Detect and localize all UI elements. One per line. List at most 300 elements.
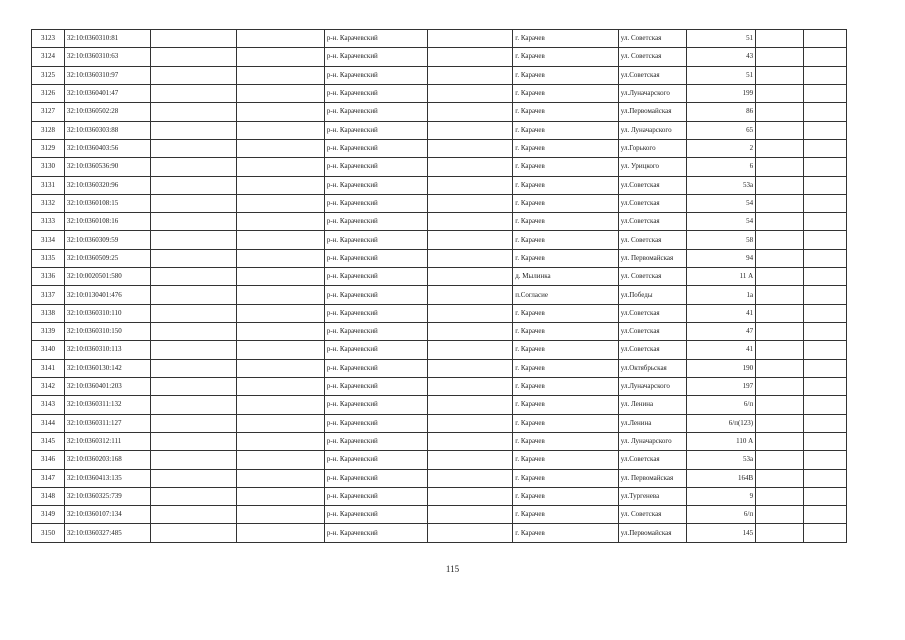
empty-cell bbox=[756, 231, 804, 249]
empty-cell bbox=[151, 176, 237, 194]
street: ул. Луначарского bbox=[618, 121, 686, 139]
empty-cell bbox=[428, 341, 513, 359]
cadastral-number: 32:10:0360108:15 bbox=[64, 194, 150, 212]
table-row bbox=[32, 487, 847, 505]
empty-cell bbox=[237, 323, 324, 341]
empty-cell bbox=[428, 432, 513, 450]
row-number: 3127 bbox=[32, 103, 65, 121]
empty-cell bbox=[803, 469, 846, 487]
empty-cell bbox=[151, 231, 237, 249]
house-number: 41 bbox=[686, 304, 755, 322]
empty-cell bbox=[428, 396, 513, 414]
city: г. Карачев bbox=[513, 469, 619, 487]
empty-cell bbox=[237, 66, 324, 84]
house-number: 51 bbox=[686, 30, 755, 48]
cadastral-number: 32:10:0360509:25 bbox=[64, 249, 150, 267]
cadastral-number: 32:10:0360310:81 bbox=[64, 30, 150, 48]
district: р-н. Карачевский bbox=[324, 66, 427, 84]
city: п.Согласие bbox=[513, 286, 619, 304]
empty-cell bbox=[756, 158, 804, 176]
empty-cell bbox=[428, 231, 513, 249]
district: р-н. Карачевский bbox=[324, 48, 427, 66]
district: р-н. Карачевский bbox=[324, 432, 427, 450]
empty-cell bbox=[151, 396, 237, 414]
empty-cell bbox=[428, 48, 513, 66]
city: г. Карачев bbox=[513, 506, 619, 524]
district: р-н. Карачевский bbox=[324, 286, 427, 304]
street: ул.Луначарского bbox=[618, 377, 686, 395]
empty-cell bbox=[151, 469, 237, 487]
cadastral-number: 32:10:0360309:59 bbox=[64, 231, 150, 249]
district: р-н. Карачевский bbox=[324, 121, 427, 139]
street: ул.Тургенева bbox=[618, 487, 686, 505]
row-number: 3123 bbox=[32, 30, 65, 48]
empty-cell bbox=[428, 103, 513, 121]
empty-cell bbox=[237, 176, 324, 194]
empty-cell bbox=[151, 268, 237, 286]
empty-cell bbox=[803, 286, 846, 304]
empty-cell bbox=[237, 103, 324, 121]
cadastral-number: 32:10:0360536:90 bbox=[64, 158, 150, 176]
row-number: 3149 bbox=[32, 506, 65, 524]
empty-cell bbox=[756, 524, 804, 543]
empty-cell bbox=[237, 213, 324, 231]
table-row bbox=[32, 158, 847, 176]
district: р-н. Карачевский bbox=[324, 469, 427, 487]
city: г. Карачев bbox=[513, 66, 619, 84]
empty-cell bbox=[428, 487, 513, 505]
row-number: 3132 bbox=[32, 194, 65, 212]
cadastral-number: 32:10:0360303:88 bbox=[64, 121, 150, 139]
city: д. Мылинка bbox=[513, 268, 619, 286]
table-row bbox=[32, 213, 847, 231]
city: г. Карачев bbox=[513, 451, 619, 469]
district: р-н. Карачевский bbox=[324, 323, 427, 341]
empty-cell bbox=[803, 341, 846, 359]
district: р-н. Карачевский bbox=[324, 84, 427, 102]
empty-cell bbox=[756, 194, 804, 212]
row-number: 3150 bbox=[32, 524, 65, 543]
empty-cell bbox=[428, 268, 513, 286]
empty-cell bbox=[151, 524, 237, 543]
empty-cell bbox=[151, 451, 237, 469]
row-number: 3133 bbox=[32, 213, 65, 231]
house-number: 1а bbox=[686, 286, 755, 304]
cadastral-number: 32:10:0360312:111 bbox=[64, 432, 150, 450]
empty-cell bbox=[237, 139, 324, 157]
row-number: 3128 bbox=[32, 121, 65, 139]
empty-cell bbox=[803, 524, 846, 543]
house-number: 6 bbox=[686, 158, 755, 176]
table-row bbox=[32, 377, 847, 395]
row-number: 3131 bbox=[32, 176, 65, 194]
row-number: 3135 bbox=[32, 249, 65, 267]
empty-cell bbox=[428, 323, 513, 341]
empty-cell bbox=[237, 268, 324, 286]
city: г. Карачев bbox=[513, 158, 619, 176]
empty-cell bbox=[151, 30, 237, 48]
empty-cell bbox=[756, 451, 804, 469]
table-row bbox=[32, 121, 847, 139]
house-number: 145 bbox=[686, 524, 755, 543]
empty-cell bbox=[237, 377, 324, 395]
cadastral-number: 32:10:0360325:739 bbox=[64, 487, 150, 505]
row-number: 3137 bbox=[32, 286, 65, 304]
empty-cell bbox=[803, 66, 846, 84]
district: р-н. Карачевский bbox=[324, 304, 427, 322]
row-number: 3141 bbox=[32, 359, 65, 377]
house-number: 41 bbox=[686, 341, 755, 359]
house-number: 197 bbox=[686, 377, 755, 395]
table-row bbox=[32, 286, 847, 304]
house-number: 6/п(123) bbox=[686, 414, 755, 432]
street: ул. Ленина bbox=[618, 396, 686, 414]
empty-cell bbox=[151, 84, 237, 102]
table-row bbox=[32, 48, 847, 66]
district: р-н. Карачевский bbox=[324, 231, 427, 249]
table-row bbox=[32, 506, 847, 524]
cadastral-number: 32:10:0360310:97 bbox=[64, 66, 150, 84]
table-row bbox=[32, 304, 847, 322]
row-number: 3138 bbox=[32, 304, 65, 322]
district: р-н. Карачевский bbox=[324, 341, 427, 359]
empty-cell bbox=[428, 506, 513, 524]
table-row bbox=[32, 139, 847, 157]
table-row bbox=[32, 469, 847, 487]
district: р-н. Карачевский bbox=[324, 396, 427, 414]
empty-cell bbox=[237, 396, 324, 414]
empty-cell bbox=[237, 451, 324, 469]
row-number: 3147 bbox=[32, 469, 65, 487]
table-row bbox=[32, 30, 847, 48]
row-number: 3144 bbox=[32, 414, 65, 432]
row-number: 3124 bbox=[32, 48, 65, 66]
empty-cell bbox=[756, 432, 804, 450]
cadastral-number: 32:10:0360413:135 bbox=[64, 469, 150, 487]
table-row bbox=[32, 66, 847, 84]
house-number: 6/п bbox=[686, 396, 755, 414]
city: г. Карачев bbox=[513, 176, 619, 194]
empty-cell bbox=[756, 30, 804, 48]
city: г. Карачев bbox=[513, 213, 619, 231]
street: ул. Первомайская bbox=[618, 469, 686, 487]
cadastral-number: 32:10:0360203:168 bbox=[64, 451, 150, 469]
empty-cell bbox=[237, 506, 324, 524]
city: г. Карачев bbox=[513, 194, 619, 212]
city: г. Карачев bbox=[513, 30, 619, 48]
table-row bbox=[32, 451, 847, 469]
street: ул. Урицкого bbox=[618, 158, 686, 176]
empty-cell bbox=[428, 469, 513, 487]
row-number: 3130 bbox=[32, 158, 65, 176]
house-number: 9 bbox=[686, 487, 755, 505]
row-number: 3129 bbox=[32, 139, 65, 157]
house-number: 51 bbox=[686, 66, 755, 84]
empty-cell bbox=[803, 487, 846, 505]
street: ул. Первомайская bbox=[618, 249, 686, 267]
empty-cell bbox=[237, 487, 324, 505]
empty-cell bbox=[428, 176, 513, 194]
empty-cell bbox=[756, 469, 804, 487]
city: г. Карачев bbox=[513, 84, 619, 102]
street: ул.Ленина bbox=[618, 414, 686, 432]
empty-cell bbox=[151, 213, 237, 231]
empty-cell bbox=[151, 414, 237, 432]
table-row bbox=[32, 359, 847, 377]
empty-cell bbox=[428, 451, 513, 469]
empty-cell bbox=[803, 194, 846, 212]
empty-cell bbox=[428, 158, 513, 176]
house-number: 53а bbox=[686, 451, 755, 469]
empty-cell bbox=[803, 359, 846, 377]
row-number: 3146 bbox=[32, 451, 65, 469]
empty-cell bbox=[803, 506, 846, 524]
street: ул.Советская bbox=[618, 304, 686, 322]
empty-cell bbox=[428, 139, 513, 157]
house-number: 110 А bbox=[686, 432, 755, 450]
city: г. Карачев bbox=[513, 231, 619, 249]
house-number: 43 bbox=[686, 48, 755, 66]
empty-cell bbox=[237, 231, 324, 249]
city: г. Карачев bbox=[513, 304, 619, 322]
cadastral-number: 32:10:0360310:113 bbox=[64, 341, 150, 359]
empty-cell bbox=[756, 506, 804, 524]
empty-cell bbox=[428, 194, 513, 212]
district: р-н. Карачевский bbox=[324, 194, 427, 212]
empty-cell bbox=[151, 487, 237, 505]
district: р-н. Карачевский bbox=[324, 176, 427, 194]
empty-cell bbox=[756, 249, 804, 267]
house-number: 11 А bbox=[686, 268, 755, 286]
empty-cell bbox=[237, 84, 324, 102]
empty-cell bbox=[151, 48, 237, 66]
row-number: 3134 bbox=[32, 231, 65, 249]
cadastral-number: 32:10:0360403:56 bbox=[64, 139, 150, 157]
street: ул.Первомайская bbox=[618, 103, 686, 121]
empty-cell bbox=[803, 231, 846, 249]
empty-cell bbox=[803, 323, 846, 341]
empty-cell bbox=[151, 304, 237, 322]
table-row bbox=[32, 524, 847, 543]
row-number: 3136 bbox=[32, 268, 65, 286]
district: р-н. Карачевский bbox=[324, 377, 427, 395]
table-row bbox=[32, 396, 847, 414]
table-row bbox=[32, 176, 847, 194]
house-number: 54 bbox=[686, 194, 755, 212]
table-row bbox=[32, 249, 847, 267]
empty-cell bbox=[803, 213, 846, 231]
empty-cell bbox=[803, 103, 846, 121]
empty-cell bbox=[237, 30, 324, 48]
city: г. Карачев bbox=[513, 121, 619, 139]
empty-cell bbox=[237, 304, 324, 322]
cadastral-number: 32:10:0360108:16 bbox=[64, 213, 150, 231]
street: ул.Советская bbox=[618, 341, 686, 359]
empty-cell bbox=[237, 432, 324, 450]
empty-cell bbox=[151, 377, 237, 395]
empty-cell bbox=[803, 268, 846, 286]
empty-cell bbox=[756, 48, 804, 66]
empty-cell bbox=[803, 377, 846, 395]
cadastral-number: 32:10:0360401:47 bbox=[64, 84, 150, 102]
empty-cell bbox=[756, 213, 804, 231]
city: г. Карачев bbox=[513, 524, 619, 543]
street: ул.Октябрьская bbox=[618, 359, 686, 377]
cadastral-number: 32:10:0360311:127 bbox=[64, 414, 150, 432]
city: г. Карачев bbox=[513, 377, 619, 395]
empty-cell bbox=[756, 359, 804, 377]
district: р-н. Карачевский bbox=[324, 414, 427, 432]
street: ул. Луначарского bbox=[618, 432, 686, 450]
city: г. Карачев bbox=[513, 414, 619, 432]
street: ул.Горького bbox=[618, 139, 686, 157]
empty-cell bbox=[428, 213, 513, 231]
table-row bbox=[32, 194, 847, 212]
street: ул.Советская bbox=[618, 213, 686, 231]
empty-cell bbox=[151, 121, 237, 139]
house-number: 54 bbox=[686, 213, 755, 231]
street: ул.Советская bbox=[618, 194, 686, 212]
cadastral-number: 32:10:0360401:203 bbox=[64, 377, 150, 395]
cadastral-number: 32:10:0360311:132 bbox=[64, 396, 150, 414]
empty-cell bbox=[803, 84, 846, 102]
empty-cell bbox=[756, 103, 804, 121]
empty-cell bbox=[237, 341, 324, 359]
cadastral-number: 32:10:0360310:63 bbox=[64, 48, 150, 66]
cadastral-number: 32:10:0360130:142 bbox=[64, 359, 150, 377]
empty-cell bbox=[237, 48, 324, 66]
empty-cell bbox=[428, 30, 513, 48]
city: г. Карачев bbox=[513, 432, 619, 450]
city: г. Карачев bbox=[513, 48, 619, 66]
cadastral-number: 32:10:0360320:96 bbox=[64, 176, 150, 194]
house-number: 6/п bbox=[686, 506, 755, 524]
street: ул. Советская bbox=[618, 268, 686, 286]
empty-cell bbox=[151, 66, 237, 84]
district: р-н. Карачевский bbox=[324, 268, 427, 286]
empty-cell bbox=[756, 414, 804, 432]
row-number: 3142 bbox=[32, 377, 65, 395]
cadastral-number: 32:10:0020501:580 bbox=[64, 268, 150, 286]
street: ул.Первомайская bbox=[618, 524, 686, 543]
empty-cell bbox=[151, 359, 237, 377]
house-number: 58 bbox=[686, 231, 755, 249]
city: г. Карачев bbox=[513, 396, 619, 414]
empty-cell bbox=[237, 194, 324, 212]
cadastral-number: 32:10:0360310:110 bbox=[64, 304, 150, 322]
table-row bbox=[32, 414, 847, 432]
table-row bbox=[32, 341, 847, 359]
empty-cell bbox=[803, 451, 846, 469]
house-number: 164В bbox=[686, 469, 755, 487]
empty-cell bbox=[756, 304, 804, 322]
empty-cell bbox=[756, 323, 804, 341]
empty-cell bbox=[237, 414, 324, 432]
city: г. Карачев bbox=[513, 249, 619, 267]
row-number: 3139 bbox=[32, 323, 65, 341]
table-row bbox=[32, 231, 847, 249]
district: р-н. Карачевский bbox=[324, 506, 427, 524]
cadastral-number: 32:10:0360310:150 bbox=[64, 323, 150, 341]
empty-cell bbox=[151, 249, 237, 267]
empty-cell bbox=[428, 66, 513, 84]
empty-cell bbox=[756, 121, 804, 139]
district: р-н. Карачевский bbox=[324, 139, 427, 157]
empty-cell bbox=[756, 66, 804, 84]
empty-cell bbox=[803, 139, 846, 157]
property-register-table bbox=[31, 29, 847, 543]
city: г. Карачев bbox=[513, 323, 619, 341]
empty-cell bbox=[803, 30, 846, 48]
empty-cell bbox=[756, 396, 804, 414]
empty-cell bbox=[428, 84, 513, 102]
empty-cell bbox=[803, 158, 846, 176]
empty-cell bbox=[428, 304, 513, 322]
empty-cell bbox=[237, 286, 324, 304]
street: ул.Советская bbox=[618, 176, 686, 194]
empty-cell bbox=[237, 359, 324, 377]
house-number: 53а bbox=[686, 176, 755, 194]
cadastral-number: 32:10:0360107:134 bbox=[64, 506, 150, 524]
empty-cell bbox=[756, 268, 804, 286]
table-row bbox=[32, 323, 847, 341]
table-row bbox=[32, 268, 847, 286]
table-row bbox=[32, 103, 847, 121]
district: р-н. Карачевский bbox=[324, 103, 427, 121]
city: г. Карачев bbox=[513, 359, 619, 377]
table-row bbox=[32, 84, 847, 102]
row-number: 3125 bbox=[32, 66, 65, 84]
empty-cell bbox=[428, 249, 513, 267]
empty-cell bbox=[428, 414, 513, 432]
empty-cell bbox=[756, 341, 804, 359]
empty-cell bbox=[756, 286, 804, 304]
table-row bbox=[32, 432, 847, 450]
street: ул. Советская bbox=[618, 48, 686, 66]
district: р-н. Карачевский bbox=[324, 30, 427, 48]
district: р-н. Карачевский bbox=[324, 359, 427, 377]
house-number: 94 bbox=[686, 249, 755, 267]
house-number: 199 bbox=[686, 84, 755, 102]
empty-cell bbox=[151, 506, 237, 524]
empty-cell bbox=[756, 84, 804, 102]
empty-cell bbox=[803, 176, 846, 194]
street: ул.Советская bbox=[618, 323, 686, 341]
empty-cell bbox=[756, 139, 804, 157]
empty-cell bbox=[151, 194, 237, 212]
city: г. Карачев bbox=[513, 139, 619, 157]
empty-cell bbox=[151, 139, 237, 157]
empty-cell bbox=[237, 469, 324, 487]
empty-cell bbox=[756, 487, 804, 505]
empty-cell bbox=[803, 121, 846, 139]
empty-cell bbox=[428, 524, 513, 543]
street: ул. Советская bbox=[618, 231, 686, 249]
empty-cell bbox=[151, 432, 237, 450]
empty-cell bbox=[428, 286, 513, 304]
row-number: 3148 bbox=[32, 487, 65, 505]
row-number: 3126 bbox=[32, 84, 65, 102]
empty-cell bbox=[237, 249, 324, 267]
empty-cell bbox=[237, 158, 324, 176]
empty-cell bbox=[151, 341, 237, 359]
cadastral-number: 32:10:0360327:485 bbox=[64, 524, 150, 543]
empty-cell bbox=[803, 414, 846, 432]
empty-cell bbox=[428, 121, 513, 139]
empty-cell bbox=[803, 304, 846, 322]
empty-cell bbox=[428, 359, 513, 377]
empty-cell bbox=[237, 524, 324, 543]
